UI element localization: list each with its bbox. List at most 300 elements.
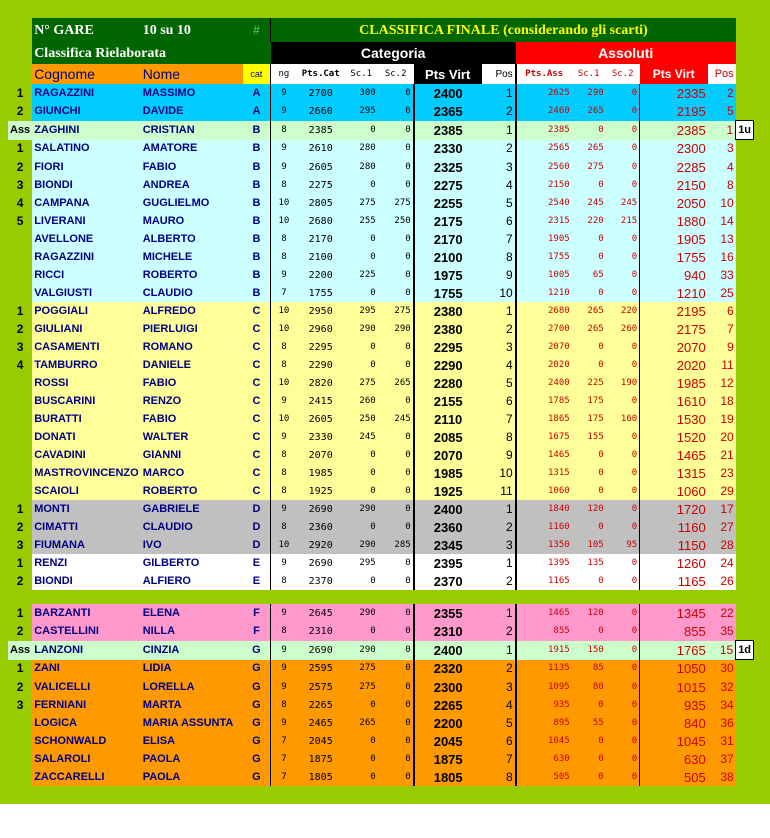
- rank-cell: [8, 266, 32, 284]
- rank-cell: 1: [8, 140, 32, 159]
- virtual-points-cell: 2400: [414, 84, 482, 102]
- points-absolute-cell: 1915: [516, 641, 572, 660]
- virtual-points-cell: 2380: [414, 302, 482, 320]
- table-row: [8, 750, 754, 768]
- position-abs-cell: 29: [708, 482, 736, 500]
- extra-cell: [736, 732, 754, 750]
- rank-cell: 2: [8, 102, 32, 121]
- discard2-cell: 0: [378, 714, 414, 732]
- surname-cell: MONTI: [32, 500, 141, 518]
- virtual-points-abs-cell: 2385: [640, 121, 708, 140]
- discard1-cell: 300: [345, 84, 378, 102]
- position-cell: 10: [482, 284, 516, 302]
- rank-cell: 2: [8, 158, 32, 176]
- points-category-cell: 2370: [297, 572, 345, 590]
- col-cognome: Cognome: [32, 64, 141, 84]
- virtual-points-abs-cell: 840: [640, 714, 708, 732]
- points-category-cell: 2920: [297, 536, 345, 554]
- points-absolute-cell: 1465: [516, 604, 572, 622]
- virtual-points-abs-cell: 2070: [640, 338, 708, 356]
- points-absolute-cell: 2460: [516, 102, 572, 121]
- races-count-cell: 9: [271, 140, 297, 159]
- name-cell: MICHELE: [141, 248, 243, 266]
- races-count-cell: 9: [271, 554, 297, 572]
- virtual-points-cell: 2170: [414, 230, 482, 248]
- discard2-abs-cell: 0: [606, 554, 640, 572]
- rank-cell: 2: [8, 320, 32, 338]
- position-cell: 6: [482, 392, 516, 410]
- discard1-abs-cell: 175: [572, 410, 606, 428]
- discard1-abs-cell: 55: [572, 714, 606, 732]
- points-absolute-cell: 1060: [516, 482, 572, 500]
- points-category-cell: 2660: [297, 102, 345, 121]
- table-row: [8, 320, 754, 338]
- category-cell: E: [243, 572, 271, 590]
- rank-cell: 5: [8, 212, 32, 230]
- table-row: [8, 266, 754, 284]
- discard1-cell: 290: [345, 604, 378, 622]
- position-abs-cell: 7: [708, 320, 736, 338]
- discard1-abs-cell: 0: [572, 121, 606, 140]
- races-count-cell: 8: [271, 356, 297, 374]
- frame-cell: [736, 64, 754, 84]
- discard1-cell: 245: [345, 428, 378, 446]
- discard1-cell: 275: [345, 194, 378, 212]
- discard2-abs-cell: 0: [606, 248, 640, 266]
- category-cell: C: [243, 356, 271, 374]
- position-cell: 5: [482, 374, 516, 392]
- points-category-cell: 1925: [297, 482, 345, 500]
- discard2-abs-cell: 0: [606, 482, 640, 500]
- virtual-points-abs-cell: 1045: [640, 732, 708, 750]
- discard2-cell: 0: [378, 572, 414, 590]
- surname-cell: ZANI: [32, 660, 141, 679]
- position-abs-cell: 5: [708, 102, 736, 121]
- position-cell: 7: [482, 410, 516, 428]
- name-cell: NILLA: [141, 622, 243, 641]
- discard1-abs-cell: 0: [572, 446, 606, 464]
- separator-cell: [8, 590, 754, 604]
- virtual-points-cell: 2395: [414, 554, 482, 572]
- points-category-cell: 2330: [297, 428, 345, 446]
- surname-cell: VALICELLI: [32, 678, 141, 696]
- discard2-cell: 0: [378, 230, 414, 248]
- virtual-points-abs-cell: 1720: [640, 500, 708, 518]
- races-count-cell: 9: [271, 714, 297, 732]
- points-category-cell: 2645: [297, 604, 345, 622]
- races-count-cell: 8: [271, 338, 297, 356]
- virtual-points-abs-cell: 1060: [640, 482, 708, 500]
- discard2-cell: 0: [378, 750, 414, 768]
- frame-cell: [8, 64, 32, 84]
- virtual-points-abs-cell: 1520: [640, 428, 708, 446]
- category-cell: C: [243, 320, 271, 338]
- category-cell: C: [243, 374, 271, 392]
- discard2-abs-cell: 0: [606, 604, 640, 622]
- position-abs-cell: 13: [708, 230, 736, 248]
- extra-cell: [736, 212, 754, 230]
- position-abs-cell: 28: [708, 536, 736, 554]
- rank-cell: [8, 714, 32, 732]
- races-count-cell: 8: [271, 248, 297, 266]
- table-row: [8, 212, 754, 230]
- surname-cell: DONATI: [32, 428, 141, 446]
- virtual-points-abs-cell: 1015: [640, 678, 708, 696]
- table-row: [8, 604, 754, 622]
- discard2-cell: 275: [378, 302, 414, 320]
- discard2-abs-cell: 0: [606, 750, 640, 768]
- position-cell: 8: [482, 248, 516, 266]
- discard2-cell: 0: [378, 518, 414, 536]
- table-row: [8, 121, 754, 140]
- name-cell: MASSIMO: [141, 84, 243, 102]
- discard1-cell: 0: [345, 768, 378, 786]
- subtitle: Classifica Rielaborata: [32, 42, 271, 64]
- discard1-abs-cell: 0: [572, 356, 606, 374]
- rank-cell: 1: [8, 84, 32, 102]
- col-sc1: Sc.1: [345, 64, 378, 84]
- discard1-abs-cell: 0: [572, 622, 606, 641]
- col-pos-ass: Pos: [708, 64, 736, 84]
- discard2-cell: 285: [378, 536, 414, 554]
- discard1-cell: 295: [345, 554, 378, 572]
- discard2-cell: 0: [378, 446, 414, 464]
- surname-cell: GIUNCHI: [32, 102, 141, 121]
- discard1-cell: 265: [345, 714, 378, 732]
- points-absolute-cell: 1395: [516, 554, 572, 572]
- position-cell: 1: [482, 500, 516, 518]
- extra-cell: 1d: [736, 641, 754, 660]
- position-cell: 6: [482, 212, 516, 230]
- discard1-cell: 275: [345, 660, 378, 679]
- virtual-points-cell: 2070: [414, 446, 482, 464]
- points-category-cell: 2700: [297, 84, 345, 102]
- discard1-abs-cell: 0: [572, 572, 606, 590]
- table-row: [8, 428, 754, 446]
- discard2-cell: 0: [378, 84, 414, 102]
- surname-cell: CAVADINI: [32, 446, 141, 464]
- discard2-cell: 0: [378, 696, 414, 714]
- category-cell: B: [243, 176, 271, 194]
- extra-cell: 1u: [736, 121, 754, 140]
- name-cell: GILBERTO: [141, 554, 243, 572]
- extra-cell: [736, 176, 754, 194]
- virtual-points-abs-cell: 940: [640, 266, 708, 284]
- category-cell: G: [243, 768, 271, 786]
- virtual-points-cell: 2265: [414, 696, 482, 714]
- discard1-abs-cell: 0: [572, 750, 606, 768]
- assoluti-header: Assoluti: [516, 42, 736, 64]
- points-absolute-cell: 1865: [516, 410, 572, 428]
- category-cell: A: [243, 84, 271, 102]
- virtual-points-abs-cell: 855: [640, 622, 708, 641]
- name-cell: CRISTIAN: [141, 121, 243, 140]
- virtual-points-cell: 2380: [414, 320, 482, 338]
- table-row: [8, 176, 754, 194]
- discard2-abs-cell: 0: [606, 678, 640, 696]
- discard2-cell: 0: [378, 121, 414, 140]
- discard1-abs-cell: 245: [572, 194, 606, 212]
- points-absolute-cell: 2385: [516, 121, 572, 140]
- races-count-cell: 10: [271, 410, 297, 428]
- discard2-cell: 0: [378, 248, 414, 266]
- col-nome: Nome: [141, 64, 243, 84]
- position-cell: 7: [482, 230, 516, 248]
- extra-cell: [736, 284, 754, 302]
- rank-cell: [8, 446, 32, 464]
- discard2-cell: 265: [378, 374, 414, 392]
- discard1-cell: 260: [345, 392, 378, 410]
- discard2-abs-cell: 0: [606, 121, 640, 140]
- discard2-abs-cell: 0: [606, 176, 640, 194]
- position-abs-cell: 18: [708, 392, 736, 410]
- table-row: [8, 338, 754, 356]
- races-count-cell: 8: [271, 446, 297, 464]
- name-cell: WALTER: [141, 428, 243, 446]
- races-count-cell: 8: [271, 464, 297, 482]
- virtual-points-cell: 2175: [414, 212, 482, 230]
- rank-cell: 3: [8, 536, 32, 554]
- surname-cell: CASAMENTI: [32, 338, 141, 356]
- position-cell: 4: [482, 176, 516, 194]
- extra-cell: [736, 374, 754, 392]
- position-cell: 2: [482, 518, 516, 536]
- extra-cell: [736, 660, 754, 679]
- surname-cell: RAGAZZINI: [32, 248, 141, 266]
- frame-cell: [736, 18, 754, 42]
- n-gare-value: 10 su 10: [141, 18, 243, 42]
- discard2-cell: 0: [378, 102, 414, 121]
- table-row: [8, 302, 754, 320]
- points-absolute-cell: 1465: [516, 446, 572, 464]
- virtual-points-abs-cell: 1610: [640, 392, 708, 410]
- position-cell: 3: [482, 338, 516, 356]
- surname-cell: AVELLONE: [32, 230, 141, 248]
- name-cell: CINZIA: [141, 641, 243, 660]
- discard2-abs-cell: 0: [606, 356, 640, 374]
- virtual-points-cell: 1975: [414, 266, 482, 284]
- rank-cell: [8, 410, 32, 428]
- extra-cell: [736, 554, 754, 572]
- virtual-points-abs-cell: 1755: [640, 248, 708, 266]
- name-cell: GABRIELE: [141, 500, 243, 518]
- surname-cell: ROSSI: [32, 374, 141, 392]
- position-abs-cell: 1: [708, 121, 736, 140]
- discard1-cell: 0: [345, 446, 378, 464]
- discard1-cell: 0: [345, 696, 378, 714]
- extra-cell: [736, 750, 754, 768]
- rank-cell: 3: [8, 176, 32, 194]
- discard1-cell: 225: [345, 266, 378, 284]
- position-cell: 1: [482, 84, 516, 102]
- position-cell: 5: [482, 714, 516, 732]
- races-count-cell: 8: [271, 518, 297, 536]
- virtual-points-abs-cell: 1315: [640, 464, 708, 482]
- virtual-points-cell: 2365: [414, 102, 482, 121]
- table-row: [8, 230, 754, 248]
- discard2-abs-cell: 0: [606, 102, 640, 121]
- surname-cell: TAMBURRO: [32, 356, 141, 374]
- rank-cell: 3: [8, 338, 32, 356]
- points-absolute-cell: 855: [516, 622, 572, 641]
- ranking-sheet: [8, 18, 768, 786]
- rank-cell: 1: [8, 604, 32, 622]
- extra-cell: [736, 266, 754, 284]
- virtual-points-cell: 2325: [414, 158, 482, 176]
- discard2-abs-cell: 0: [606, 518, 640, 536]
- position-abs-cell: 35: [708, 622, 736, 641]
- discard1-abs-cell: 220: [572, 212, 606, 230]
- category-cell: A: [243, 102, 271, 121]
- discard1-abs-cell: 0: [572, 176, 606, 194]
- points-category-cell: 2385: [297, 121, 345, 140]
- points-category-cell: 2265: [297, 696, 345, 714]
- discard2-abs-cell: 0: [606, 392, 640, 410]
- points-absolute-cell: 1095: [516, 678, 572, 696]
- rank-cell: 2: [8, 572, 32, 590]
- position-cell: 1: [482, 554, 516, 572]
- surname-cell: ZACCARELLI: [32, 768, 141, 786]
- name-cell: ANDREA: [141, 176, 243, 194]
- table-row: [8, 622, 754, 641]
- races-count-cell: 9: [271, 84, 297, 102]
- position-cell: 2: [482, 622, 516, 641]
- position-cell: 4: [482, 696, 516, 714]
- races-count-cell: 8: [271, 696, 297, 714]
- surname-cell: BIONDI: [32, 572, 141, 590]
- category-cell: G: [243, 714, 271, 732]
- surname-cell: RICCI: [32, 266, 141, 284]
- col-cat: cat: [243, 64, 271, 84]
- discard1-abs-cell: 0: [572, 732, 606, 750]
- table-row: [8, 641, 754, 660]
- points-absolute-cell: 2560: [516, 158, 572, 176]
- races-count-cell: 8: [271, 230, 297, 248]
- name-cell: ELISA: [141, 732, 243, 750]
- discard1-cell: 280: [345, 158, 378, 176]
- table-row: [8, 158, 754, 176]
- virtual-points-abs-cell: 2195: [640, 302, 708, 320]
- position-abs-cell: 16: [708, 248, 736, 266]
- table-row: [8, 660, 754, 679]
- discard1-cell: 0: [345, 248, 378, 266]
- virtual-points-abs-cell: 2195: [640, 102, 708, 121]
- extra-cell: [736, 140, 754, 159]
- category-cell: G: [243, 641, 271, 660]
- surname-cell: RENZI: [32, 554, 141, 572]
- table-row: [8, 768, 754, 786]
- position-abs-cell: 9: [708, 338, 736, 356]
- discard2-cell: 0: [378, 641, 414, 660]
- points-category-cell: 2820: [297, 374, 345, 392]
- name-cell: GUGLIELMO: [141, 194, 243, 212]
- virtual-points-cell: 2100: [414, 248, 482, 266]
- position-abs-cell: 27: [708, 518, 736, 536]
- extra-cell: [736, 604, 754, 622]
- points-absolute-cell: 2150: [516, 176, 572, 194]
- virtual-points-abs-cell: 1880: [640, 212, 708, 230]
- points-absolute-cell: 2680: [516, 302, 572, 320]
- discard2-abs-cell: 0: [606, 768, 640, 786]
- discard1-cell: 0: [345, 230, 378, 248]
- discard2-cell: 0: [378, 356, 414, 374]
- races-count-cell: 8: [271, 176, 297, 194]
- points-absolute-cell: 1840: [516, 500, 572, 518]
- virtual-points-cell: 2400: [414, 500, 482, 518]
- virtual-points-abs-cell: 1165: [640, 572, 708, 590]
- position-cell: 9: [482, 266, 516, 284]
- name-cell: FABIO: [141, 158, 243, 176]
- discard2-cell: 0: [378, 660, 414, 679]
- table-row: [8, 696, 754, 714]
- position-abs-cell: 15: [708, 641, 736, 660]
- name-cell: GIANNI: [141, 446, 243, 464]
- category-cell: B: [243, 266, 271, 284]
- rank-cell: [8, 392, 32, 410]
- position-abs-cell: 34: [708, 696, 736, 714]
- discard2-cell: 0: [378, 158, 414, 176]
- position-abs-cell: 10: [708, 194, 736, 212]
- discard2-abs-cell: 0: [606, 732, 640, 750]
- category-cell: G: [243, 696, 271, 714]
- name-cell: LIDIA: [141, 660, 243, 679]
- discard1-cell: 250: [345, 410, 378, 428]
- points-category-cell: 2960: [297, 320, 345, 338]
- discard1-cell: 295: [345, 102, 378, 121]
- points-absolute-cell: 505: [516, 768, 572, 786]
- rank-cell: 4: [8, 194, 32, 212]
- extra-cell: [736, 536, 754, 554]
- categoria-header: Categoria: [271, 42, 516, 64]
- points-absolute-cell: 1045: [516, 732, 572, 750]
- races-count-cell: 10: [271, 302, 297, 320]
- virtual-points-cell: 1755: [414, 284, 482, 302]
- rank-cell: [8, 732, 32, 750]
- discard1-cell: 0: [345, 284, 378, 302]
- discard2-abs-cell: 0: [606, 84, 640, 102]
- name-cell: MARTA: [141, 696, 243, 714]
- discard1-cell: 0: [345, 482, 378, 500]
- ranking-table: [8, 18, 754, 786]
- position-cell: 1: [482, 302, 516, 320]
- discard2-abs-cell: 0: [606, 266, 640, 284]
- discard2-abs-cell: 0: [606, 230, 640, 248]
- table-row: [8, 732, 754, 750]
- surname-cell: SALATINO: [32, 140, 141, 159]
- discard1-cell: 0: [345, 464, 378, 482]
- points-absolute-cell: 1135: [516, 660, 572, 679]
- surname-cell: BUSCARINI: [32, 392, 141, 410]
- position-abs-cell: 3: [708, 140, 736, 159]
- discard2-abs-cell: 220: [606, 302, 640, 320]
- discard2-cell: 0: [378, 482, 414, 500]
- category-cell: B: [243, 194, 271, 212]
- discard1-abs-cell: 85: [572, 660, 606, 679]
- discard1-abs-cell: 0: [572, 518, 606, 536]
- discard2-cell: 0: [378, 284, 414, 302]
- category-cell: G: [243, 660, 271, 679]
- points-absolute-cell: 2400: [516, 374, 572, 392]
- table-row: [8, 284, 754, 302]
- virtual-points-abs-cell: 1260: [640, 554, 708, 572]
- position-cell: 3: [482, 158, 516, 176]
- rank-cell: 2: [8, 678, 32, 696]
- virtual-points-cell: 2085: [414, 428, 482, 446]
- category-cell: B: [243, 284, 271, 302]
- extra-cell: [736, 622, 754, 641]
- discard1-abs-cell: 0: [572, 768, 606, 786]
- category-cell: G: [243, 678, 271, 696]
